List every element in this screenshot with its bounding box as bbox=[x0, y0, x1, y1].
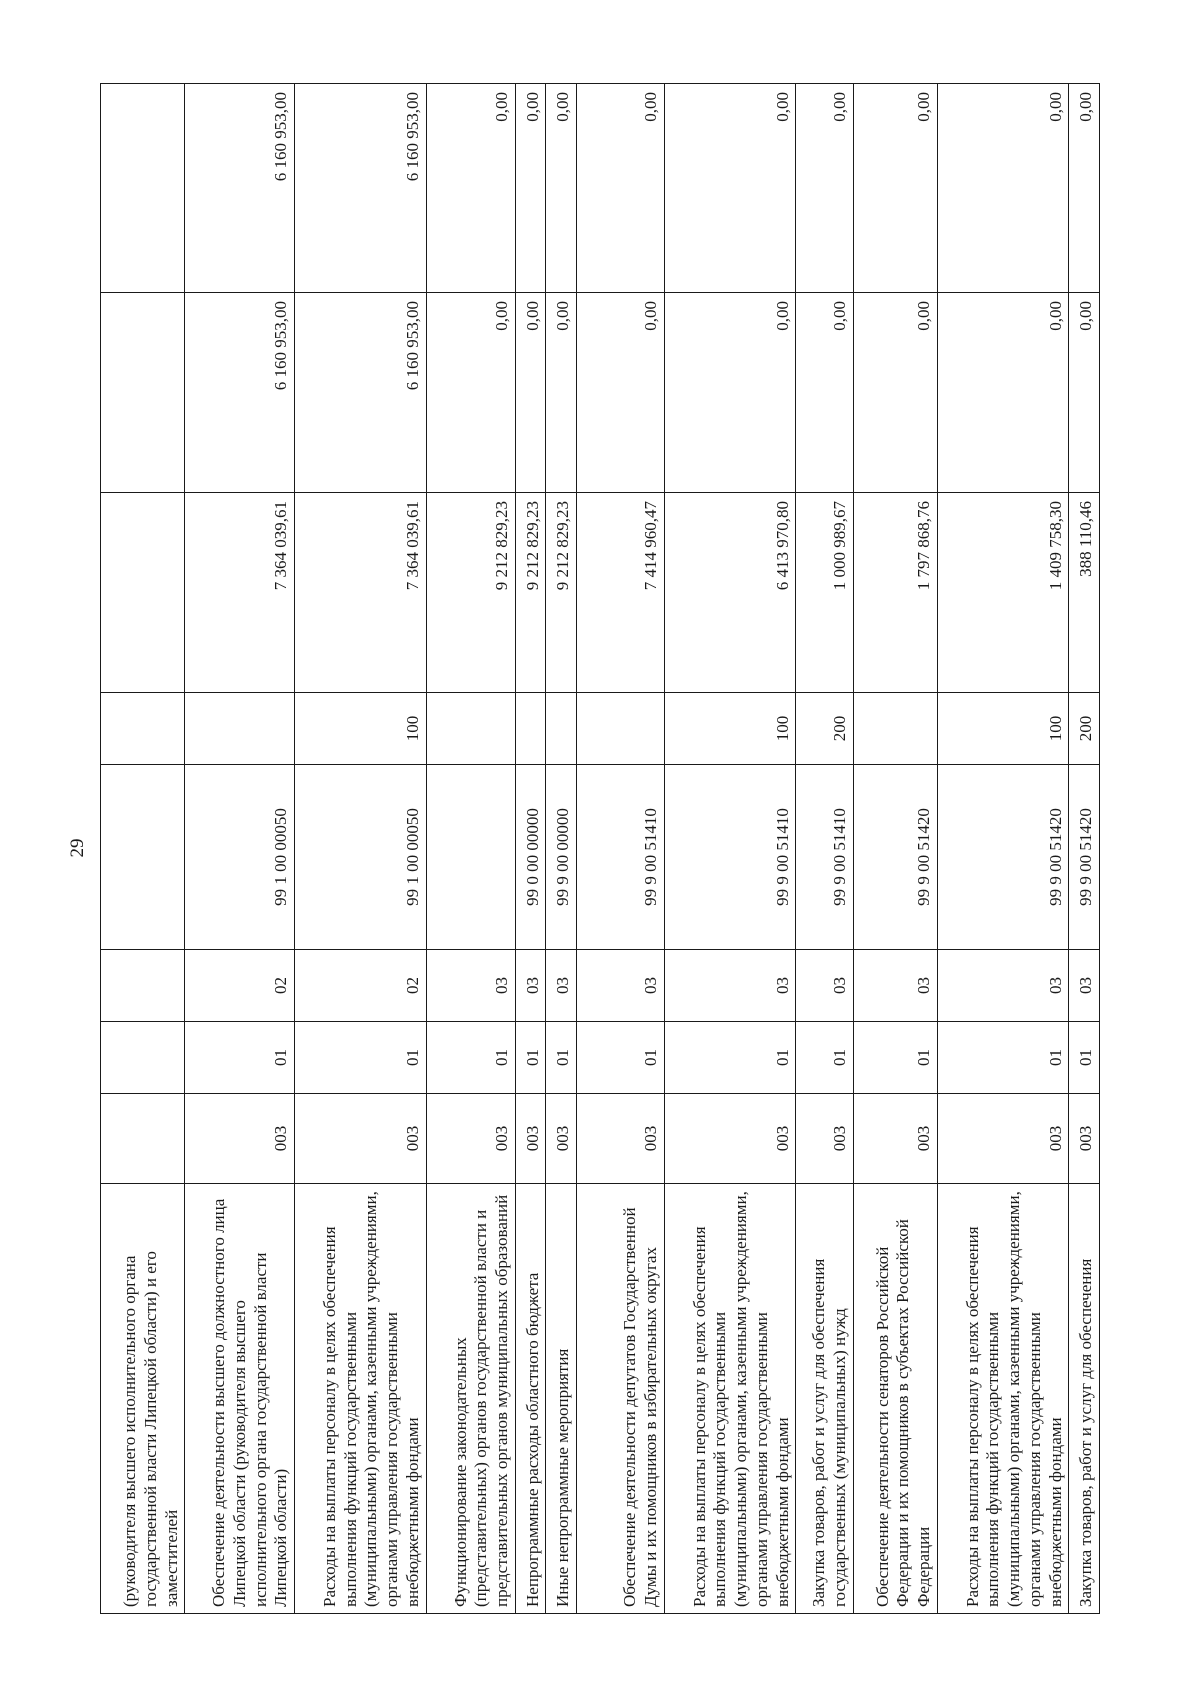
cell-sum-3: 6 160 953,00 bbox=[295, 84, 426, 293]
cell-subsection: 03 bbox=[1069, 950, 1100, 1022]
cell-subsection: 03 bbox=[937, 950, 1068, 1022]
cell-sum-3: 0,00 bbox=[796, 84, 853, 293]
cell-name: Закупка товаров, работ и услуг для обеспечения bbox=[1069, 1184, 1100, 1614]
cell-name: Расходы на выплаты персоналу в целях обеспечения выполнения функций государственными (муниципальными) органами, казенными учреждениями, органами управления государственными внебюджетными фондами bbox=[664, 1184, 795, 1614]
budget-table bbox=[100, 83, 1100, 1614]
cell-section: 01 bbox=[515, 1022, 546, 1094]
cell-admin-code bbox=[101, 1094, 185, 1184]
cell-subsection: 03 bbox=[853, 950, 937, 1022]
cell-subsection: 03 bbox=[426, 950, 515, 1022]
cell-sum-1 bbox=[101, 493, 185, 693]
cell-section bbox=[101, 1022, 185, 1094]
cell-expense-type: 100 bbox=[295, 693, 426, 765]
cell-subsection: 03 bbox=[515, 950, 546, 1022]
cell-sum-1: 9 212 829,23 bbox=[546, 493, 577, 693]
cell-target-article: 99 1 00 00050 bbox=[295, 765, 426, 950]
cell-admin-code: 003 bbox=[1069, 1094, 1100, 1184]
cell-admin-code: 003 bbox=[937, 1094, 1068, 1184]
cell-target-article bbox=[426, 765, 515, 950]
cell-sum-3: 0,00 bbox=[853, 84, 937, 293]
cell-subsection: 03 bbox=[546, 950, 577, 1022]
cell-admin-code: 003 bbox=[853, 1094, 937, 1184]
cell-section: 01 bbox=[1069, 1022, 1100, 1094]
cell-admin-code: 003 bbox=[426, 1094, 515, 1184]
cell-section: 01 bbox=[185, 1022, 295, 1094]
cell-sum-2 bbox=[101, 293, 185, 493]
cell-target-article: 99 9 00 51410 bbox=[664, 765, 795, 950]
cell-expense-type bbox=[515, 693, 546, 765]
cell-expense-type: 200 bbox=[1069, 693, 1100, 765]
cell-target-article: 99 9 00 51420 bbox=[853, 765, 937, 950]
cell-admin-code: 003 bbox=[664, 1094, 795, 1184]
table-row bbox=[576, 84, 664, 1614]
table-row bbox=[664, 84, 795, 1614]
cell-section: 01 bbox=[546, 1022, 577, 1094]
cell-section: 01 bbox=[937, 1022, 1068, 1094]
cell-name: Обеспечение деятельности высшего должностного лица Липецкой области (руководителя высшего исполнительного органа государственной власти Липецкой области) bbox=[185, 1184, 295, 1614]
cell-admin-code: 003 bbox=[576, 1094, 664, 1184]
cell-subsection: 02 bbox=[295, 950, 426, 1022]
page-number: 29 bbox=[67, 838, 88, 858]
cell-name: Обеспечение деятельности депутатов Государственной Думы и их помощников в избирательных округах bbox=[576, 1184, 664, 1614]
table-body bbox=[101, 84, 1100, 1614]
table-row bbox=[937, 84, 1068, 1614]
cell-target-article bbox=[101, 765, 185, 950]
cell-expense-type bbox=[546, 693, 577, 765]
cell-section: 01 bbox=[295, 1022, 426, 1094]
cell-sum-2: 0,00 bbox=[515, 293, 546, 493]
table-row bbox=[426, 84, 515, 1614]
cell-expense-type: 200 bbox=[796, 693, 853, 765]
cell-name: Функционирование законодательных (представительных) органов государственной власти и представительных органов муниципальных образований bbox=[426, 1184, 515, 1614]
cell-section: 01 bbox=[796, 1022, 853, 1094]
cell-sum-1: 388 110,46 bbox=[1069, 493, 1100, 693]
cell-admin-code: 003 bbox=[515, 1094, 546, 1184]
table-row bbox=[546, 84, 577, 1614]
cell-name: (руководителя высшего исполнительного органа государственной власти Липецкой области) и его заместителей bbox=[101, 1184, 185, 1614]
cell-sum-3: 0,00 bbox=[515, 84, 546, 293]
cell-sum-2: 6 160 953,00 bbox=[295, 293, 426, 493]
cell-sum-2: 0,00 bbox=[796, 293, 853, 493]
cell-admin-code: 003 bbox=[796, 1094, 853, 1184]
table-row bbox=[1069, 84, 1100, 1614]
cell-sum-3: 0,00 bbox=[426, 84, 515, 293]
cell-sum-2: 0,00 bbox=[853, 293, 937, 493]
cell-target-article: 99 0 00 00000 bbox=[515, 765, 546, 950]
cell-sum-1: 9 212 829,23 bbox=[426, 493, 515, 693]
cell-target-article: 99 1 00 00050 bbox=[185, 765, 295, 950]
cell-sum-3: 0,00 bbox=[576, 84, 664, 293]
cell-sum-2: 0,00 bbox=[1069, 293, 1100, 493]
cell-name: Расходы на выплаты персоналу в целях обеспечения выполнения функций государственными (муниципальными) органами, казенными учреждениями, органами управления государственными внебюджетными фондами bbox=[295, 1184, 426, 1614]
cell-admin-code: 003 bbox=[185, 1094, 295, 1184]
cell-admin-code: 003 bbox=[295, 1094, 426, 1184]
cell-sum-3: 6 160 953,00 bbox=[185, 84, 295, 293]
cell-section: 01 bbox=[576, 1022, 664, 1094]
cell-sum-1: 6 413 970,80 bbox=[664, 493, 795, 693]
cell-name: Закупка товаров, работ и услуг для обеспечения государственных (муниципальных) нужд bbox=[796, 1184, 853, 1614]
cell-subsection: 03 bbox=[576, 950, 664, 1022]
cell-sum-3: 0,00 bbox=[1069, 84, 1100, 293]
cell-sum-1: 1 797 868,76 bbox=[853, 493, 937, 693]
cell-sum-3: 0,00 bbox=[937, 84, 1068, 293]
cell-expense-type bbox=[853, 693, 937, 765]
cell-target-article: 99 9 00 51410 bbox=[576, 765, 664, 950]
table-row bbox=[853, 84, 937, 1614]
cell-sum-2: 0,00 bbox=[426, 293, 515, 493]
cell-subsection: 03 bbox=[664, 950, 795, 1022]
cell-sum-1: 7 414 960,47 bbox=[576, 493, 664, 693]
cell-expense-type bbox=[576, 693, 664, 765]
cell-sum-1: 1 000 989,67 bbox=[796, 493, 853, 693]
cell-subsection: 03 bbox=[796, 950, 853, 1022]
cell-name: Обеспечение деятельности сенаторов Российской Федерации и их помощников в субъектах Российской Федерации bbox=[853, 1184, 937, 1614]
cell-sum-3: 0,00 bbox=[546, 84, 577, 293]
cell-subsection bbox=[101, 950, 185, 1022]
cell-sum-2: 0,00 bbox=[937, 293, 1068, 493]
cell-sum-2: 0,00 bbox=[664, 293, 795, 493]
cell-sum-2: 0,00 bbox=[576, 293, 664, 493]
table-row bbox=[185, 84, 295, 1614]
cell-subsection: 02 bbox=[185, 950, 295, 1022]
cell-sum-1: 7 364 039,61 bbox=[295, 493, 426, 693]
cell-section: 01 bbox=[853, 1022, 937, 1094]
cell-name: Расходы на выплаты персоналу в целях обеспечения выполнения функций государственными (муниципальными) органами, казенными учреждениями, органами управления государственными внебюджетными фондами bbox=[937, 1184, 1068, 1614]
cell-section: 01 bbox=[426, 1022, 515, 1094]
cell-name: Непрограммные расходы областного бюджета bbox=[515, 1184, 546, 1614]
table-row bbox=[796, 84, 853, 1614]
cell-sum-3: 0,00 bbox=[664, 84, 795, 293]
cell-expense-type: 100 bbox=[664, 693, 795, 765]
cell-name: Иные непрограммные мероприятия bbox=[546, 1184, 577, 1614]
cell-expense-type bbox=[185, 693, 295, 765]
cell-target-article: 99 9 00 51420 bbox=[1069, 765, 1100, 950]
cell-sum-2: 6 160 953,00 bbox=[185, 293, 295, 493]
cell-admin-code: 003 bbox=[546, 1094, 577, 1184]
cell-sum-3 bbox=[101, 84, 185, 293]
cell-sum-1: 9 212 829,23 bbox=[515, 493, 546, 693]
table-row bbox=[295, 84, 426, 1614]
cell-sum-1: 7 364 039,61 bbox=[185, 493, 295, 693]
cell-sum-2: 0,00 bbox=[546, 293, 577, 493]
cell-section: 01 bbox=[664, 1022, 795, 1094]
cell-expense-type bbox=[426, 693, 515, 765]
cell-target-article: 99 9 00 51410 bbox=[796, 765, 853, 950]
cell-target-article: 99 9 00 51420 bbox=[937, 765, 1068, 950]
rotated-table-wrapper bbox=[100, 84, 1100, 1614]
cell-expense-type: 100 bbox=[937, 693, 1068, 765]
table-row bbox=[515, 84, 546, 1614]
cell-target-article: 99 9 00 00000 bbox=[546, 765, 577, 950]
table-row bbox=[101, 84, 185, 1614]
cell-sum-1: 1 409 758,30 bbox=[937, 493, 1068, 693]
cell-expense-type bbox=[101, 693, 185, 765]
